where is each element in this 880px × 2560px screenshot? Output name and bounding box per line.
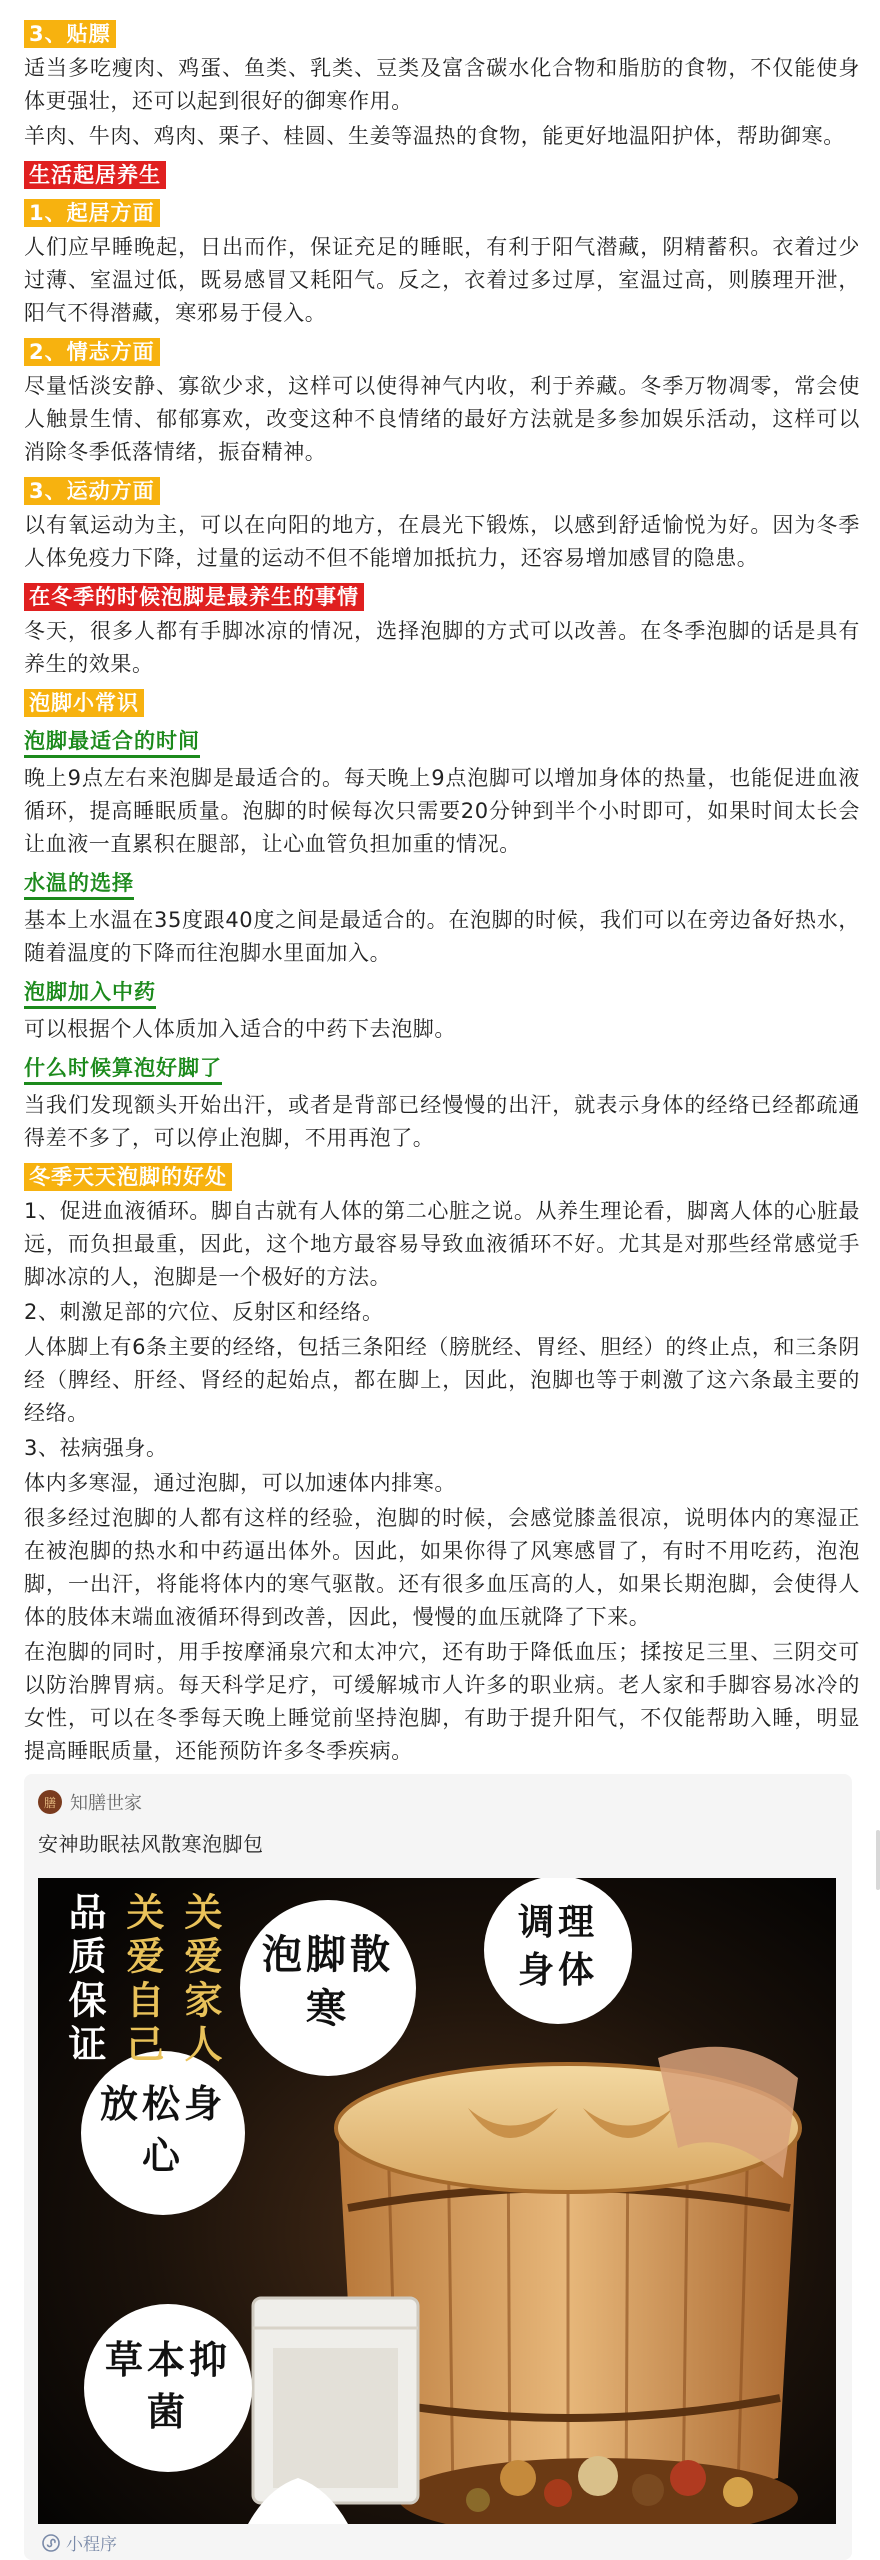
paragraph: 在泡脚的同时，用手按摩涌泉穴和太冲穴，还有助于降低血压；揉按足三里、三阴交可以防治脾胃病。每天科学足疗，可缓解城市人许多的职业病。老人家和手脚容易冰冷的女性，可以在冬季每天晚上睡觉前坚持泡脚，有助于提升阳气，不仅能帮助入睡，明显提高睡眠质量，还能预防许多冬季疾病。	[24, 1640, 860, 1763]
heading-paohao: 什么时候算泡好脚了	[24, 1054, 222, 1085]
heading-yundong-row	[24, 471, 860, 509]
paragraph: 3、祛病强身。	[24, 1436, 168, 1460]
heading-shenghuo-row	[24, 155, 860, 193]
paragraph: 以有氧运动为主，可以在向阳的地方，在晨光下锻炼，以感到舒适愉悦为好。因为冬季人体免疫力下降，过量的运动不但不能增加抵抗力，还容易增加感冒的隐患。	[24, 513, 860, 570]
heading-changshi: 泡脚小常识	[24, 689, 144, 717]
product-image[interactable]	[38, 1878, 836, 2524]
heading-shenghuo: 生活起居养生	[24, 161, 166, 189]
paragraph: 晚上9点左右来泡脚是最适合的。每天晚上9点泡脚可以增加身体的热量，也能促进血液循环，提高睡眠质量。泡脚的时候每次只需要20分钟到半个小时即可，如果时间太长会让血液一直累积在腿部，让心血管负担加重的情况。	[24, 766, 860, 856]
heading-qingzhi: 2、情志方面	[24, 338, 160, 366]
heading-shuiwen-row	[24, 863, 860, 904]
paragraph: 当我们发现额头开始出汗，或者是背部已经慢慢的出汗，就表示身体的经络已经都疏通得差不多了，可以停止泡脚，不用再泡了。	[24, 1093, 860, 1150]
zhishan-logo-icon: 膳	[38, 1790, 62, 1814]
mini-program-icon	[42, 2534, 60, 2552]
heading-haochu: 冬季天天泡脚的好处	[24, 1163, 232, 1191]
care-self-text: 关爱自己	[120, 1892, 165, 2068]
heading-tiegao-row	[24, 14, 860, 52]
heading-paojiao: 在冬季的时候泡脚是最养生的事情	[24, 583, 364, 611]
mini-program-card[interactable]	[24, 1774, 852, 2560]
paragraph: 可以根据个人体质加入适合的中药下去泡脚。	[24, 1017, 456, 1041]
quality-text: 品质保证	[62, 1892, 107, 2068]
paragraph: 人体脚上有6条主要的经络，包括三条阳经（膀胱经、胃经、胆经）的终止点，和三条阴经（脾经、肝经、肾经的起始点，都在脚上，因此，泡脚也等于刺激了这六条最主要的经络。	[24, 1335, 860, 1425]
circle1-label: 泡脚散寒	[262, 1931, 394, 2032]
heading-yundong: 3、运动方面	[24, 477, 160, 505]
heading-zhongyao-row	[24, 972, 860, 1013]
heading-tiegao: 3、贴膘	[24, 20, 116, 48]
heading-qingzhi-row	[24, 332, 860, 370]
heading-zhongyao: 泡脚加入中药	[24, 978, 156, 1009]
circle4-label: 草本抑菌	[104, 2337, 231, 2434]
circle3-label: 放松身心	[99, 2081, 226, 2178]
heading-qiju: 1、起居方面	[24, 199, 160, 227]
scrollbar[interactable]	[876, 1830, 880, 1890]
paragraph: 基本上水温在35度跟40度之间是最适合的。在泡脚的时候，我们可以在旁边备好热水，随着温度的下降而往泡脚水里面加入。	[24, 908, 860, 965]
heading-paohao-row	[24, 1048, 860, 1089]
herb-bag	[253, 2298, 418, 2503]
paragraph: 适当多吃瘦肉、鸡蛋、鱼类、乳类、豆类及富含碳水化合物和脂肪的食物，不仅能使身体更强壮，还可以起到很好的御寒作用。	[24, 56, 860, 113]
heading-changshi-row	[24, 683, 860, 721]
heading-qiju-row	[24, 193, 860, 231]
card-title: 安神助眠祛风散寒泡脚包	[38, 1832, 264, 1856]
paragraph: 2、刺激足部的穴位、反射区和经络。	[24, 1300, 384, 1324]
heading-shuiwen: 水温的选择	[24, 869, 134, 900]
mini-program-label: 小程序	[66, 2535, 117, 2555]
paragraph: 体内多寒湿，通过泡脚，可以加速体内排寒。	[24, 1471, 456, 1495]
paragraph: 很多经过泡脚的人都有这样的经验，泡脚的时候，会感觉膝盖很凉，说明体内的寒湿正在被泡脚的热水和中药逼出体外。因此，如果你得了风寒感冒了，有时不用吃药，泡泡脚，一出汗，将能将体内的寒气驱散。还有很多血压高的人，如果长期泡脚，会使得人体的肢体末端血液循环得到改善，因此，慢慢的血压就降了下来。	[24, 1506, 860, 1629]
paragraph: 人们应早睡晚起，日出而作，保证充足的睡眠，有利于阳气潜藏，阴精蓄积。衣着过少过薄、室温过低，既易感冒又耗阳气。反之，衣着过多过厚，室温过高，则腠理开泄，阳气不得潜藏，寒邪易于侵入。	[24, 235, 860, 325]
heading-shijian: 泡脚最适合的时间	[24, 727, 200, 758]
heading-haochu-row	[24, 1157, 860, 1195]
paragraph: 尽量恬淡安静、寡欲少求，这样可以使得神气内收，利于养藏。冬季万物凋零，常会使人触景生情、郁郁寡欢，改变这种不良情绪的最好方法就是多参加娱乐活动，这样可以消除冬季低落情绪，振奋精神。	[24, 374, 860, 464]
heading-paojiao-row	[24, 577, 860, 615]
paragraph: 羊肉、牛肉、鸡肉、栗子、桂圆、生姜等温热的食物，能更好地温阳护体，帮助御寒。	[24, 124, 845, 148]
paragraph: 冬天，很多人都有手脚冰凉的情况，选择泡脚的方式可以改善。在冬季泡脚的话是具有养生的效果。	[24, 619, 860, 676]
care-family-text: 关爱家人	[178, 1892, 223, 2068]
heading-shijian-row	[24, 721, 860, 762]
circle2-label: 调理身体	[517, 1901, 598, 1991]
app-name: 知膳世家	[70, 1793, 142, 1814]
card-header	[38, 1788, 142, 1816]
card-footer	[42, 2530, 117, 2555]
paragraph: 1、促进血液循环。脚自古就有人体的第二心脏之说。从养生理论看，脚离人体的心脏最远，而负担最重，因此，这个地方最容易导致血液循环不好。尤其是对那些经常感觉手脚冰凉的人，泡脚是一个极好的方法。	[24, 1199, 860, 1289]
